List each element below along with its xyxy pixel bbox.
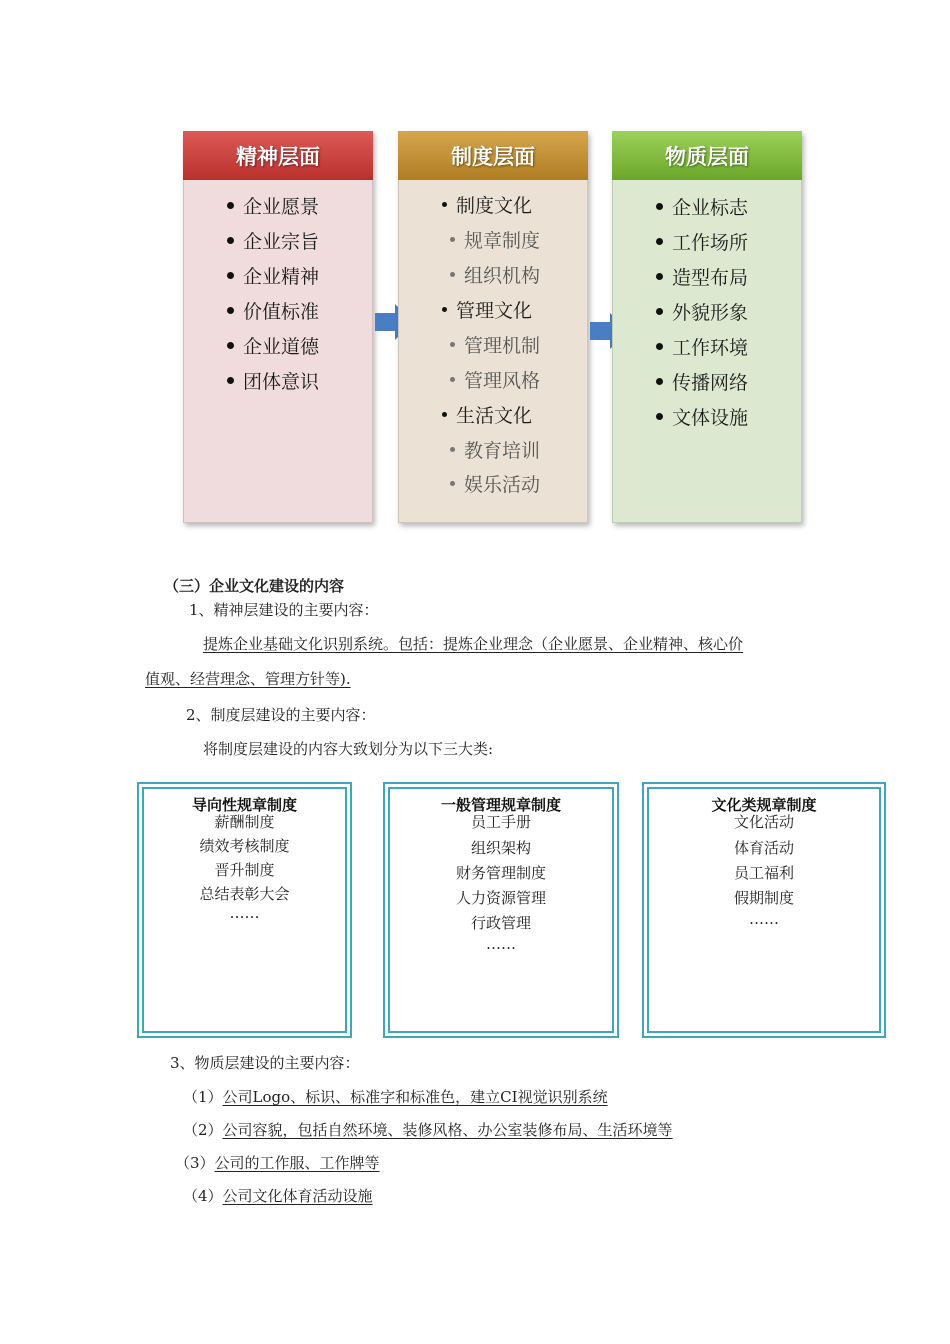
list-item: 管理文化 <box>442 299 532 323</box>
material-item <box>183 1186 373 1206</box>
list-item: …… <box>486 935 516 953</box>
bullet-icon <box>227 272 234 279</box>
bullet-icon <box>450 481 455 486</box>
bullet-icon <box>656 238 663 245</box>
list-item: 财务管理制度 <box>455 864 546 882</box>
bullet-icon <box>227 342 234 349</box>
bullet-icon <box>656 378 663 385</box>
bullet-icon <box>450 377 455 382</box>
list-item: 员工手册 <box>470 813 531 831</box>
list-item: 团体意识 <box>227 370 319 394</box>
list-item: 娱乐活动 <box>450 473 540 497</box>
list-item: 制度文化 <box>442 194 532 218</box>
section-heading: （三）企业文化建设的内容 <box>164 577 345 595</box>
list-item: 晋升制度 <box>214 861 275 879</box>
material-item <box>183 1120 673 1140</box>
list-item: 组织架构 <box>470 839 531 857</box>
list-item: 规章制度 <box>450 229 540 253</box>
list-item: 企业标志 <box>656 196 748 220</box>
list-item: 组织机构 <box>450 264 540 288</box>
material-layer-title: 物质层面 <box>612 131 802 180</box>
spirit-layer-card <box>183 131 373 523</box>
material-section-title: 3、物质层建设的主要内容： <box>170 1054 360 1072</box>
material-layer-card <box>612 131 802 523</box>
list-item: 企业宗旨 <box>227 230 319 254</box>
item-text: 公司Logo、标识、标准字和标准色，建立CI视觉识别系统 <box>222 1088 608 1106</box>
bullet-icon <box>450 272 455 277</box>
list-item: 总结表彰大会 <box>199 885 290 903</box>
list-item: 造型布局 <box>656 266 748 290</box>
bullet-icon <box>442 202 447 207</box>
bullet-icon <box>656 413 663 420</box>
system-section-title: 2、制度层建设的主要内容： <box>186 706 376 724</box>
list-item: 企业道德 <box>227 335 319 359</box>
guidance-rules-box <box>137 782 352 1038</box>
list-item: 生活文化 <box>442 404 532 428</box>
spirit-section-title: 1、精神层建设的主要内容： <box>189 601 379 619</box>
list-item: 工作场所 <box>656 231 748 255</box>
bullet-icon <box>450 237 455 242</box>
item-number: （3） <box>175 1154 215 1172</box>
list-item: 文化活动 <box>733 813 794 831</box>
list-item: 企业精神 <box>227 265 319 289</box>
bullet-icon <box>442 307 447 312</box>
list-item: 绩效考核制度 <box>199 837 290 855</box>
bullet-icon <box>656 343 663 350</box>
list-item: 文体设施 <box>656 406 748 430</box>
item-number: （4） <box>183 1187 223 1205</box>
bullet-icon <box>227 237 234 244</box>
list-item: 员工福利 <box>733 864 794 882</box>
bullet-icon <box>227 307 234 314</box>
bullet-icon <box>656 203 663 210</box>
box-title: 导向性规章制度 <box>191 796 297 814</box>
list-item: 管理机制 <box>450 334 540 358</box>
list-item: …… <box>749 910 779 928</box>
bullet-icon <box>227 202 234 209</box>
list-item: 假期制度 <box>733 889 794 907</box>
list-item: …… <box>229 904 260 922</box>
spirit-content-line: 提炼企业基础文化识别系统。包括：提炼企业理念（企业愿景、企业精神、核心价 <box>203 635 744 653</box>
list-item: 体育活动 <box>733 839 794 857</box>
material-item <box>183 1087 608 1107</box>
general-management-rules-box <box>383 782 619 1038</box>
list-item: 传播网络 <box>656 371 748 395</box>
material-item <box>175 1153 380 1173</box>
box-title: 文化类规章制度 <box>711 796 817 814</box>
spirit-content-line: 值观、经营理念、管理方针等). <box>145 670 351 688</box>
bullet-icon <box>442 412 447 417</box>
bullet-icon <box>227 377 234 384</box>
spirit-layer-title: 精神层面 <box>183 131 373 180</box>
system-layer-card <box>398 131 588 523</box>
list-item: 工作环境 <box>656 336 748 360</box>
list-item: 外貌形象 <box>656 301 748 325</box>
item-number: （1） <box>183 1088 223 1106</box>
system-section-intro: 将制度层建设的内容大致划分为以下三大类: <box>203 740 494 758</box>
bullet-icon <box>450 447 455 452</box>
item-text: 公司文化体育活动设施 <box>222 1187 373 1205</box>
list-item: 价值标准 <box>227 300 319 324</box>
list-item: 薪酬制度 <box>214 813 275 831</box>
item-number: （2） <box>183 1121 223 1139</box>
box-title: 一般管理规章制度 <box>440 796 561 814</box>
list-item: 行政管理 <box>470 914 531 932</box>
item-text: 公司容貌，包括自然环境、装修风格、办公室装修布局、生活环境等 <box>222 1121 673 1139</box>
bullet-icon <box>656 308 663 315</box>
item-text: 公司的工作服、工作牌等 <box>214 1154 380 1172</box>
list-item: 人力资源管理 <box>455 889 546 907</box>
bullet-icon <box>450 342 455 347</box>
list-item: 企业愿景 <box>227 195 319 219</box>
bullet-icon <box>656 273 663 280</box>
culture-rules-box <box>642 782 886 1038</box>
list-item: 教育培训 <box>450 439 540 463</box>
list-item: 管理风格 <box>450 369 540 393</box>
system-layer-title: 制度层面 <box>398 131 588 180</box>
